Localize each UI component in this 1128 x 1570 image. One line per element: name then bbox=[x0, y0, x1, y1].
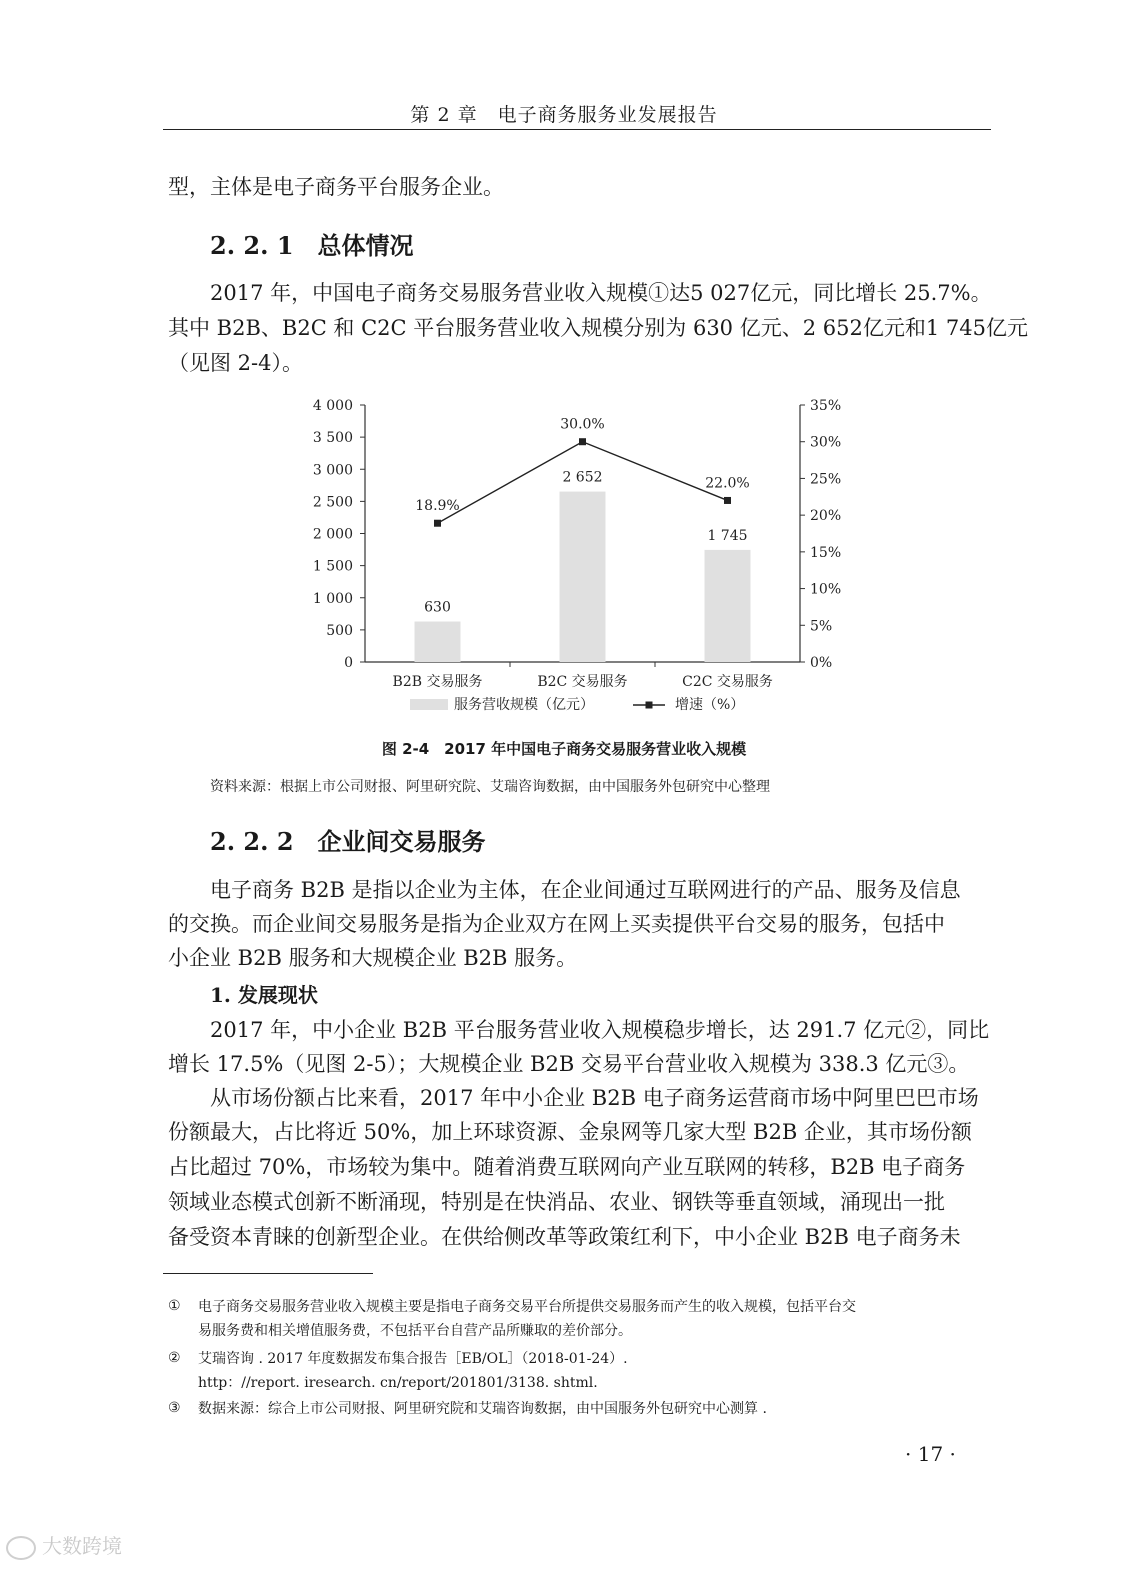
footnote-2-line-2: http：//report. iresearch. cn/report/201801/3138. shtml. bbox=[198, 1375, 598, 1391]
watermark bbox=[6, 1530, 122, 1560]
growth-point bbox=[724, 497, 731, 504]
left-tick-label: 1 500 bbox=[312, 558, 353, 575]
footnote-1-line-1: 电子商务交易服务营业收入规模主要是指电子商务交易平台所提供交易服务而产生的收入规模，包括平台交 bbox=[198, 1299, 856, 1315]
para-222-1-line-2: 的交换。而企业间交易服务是指为企业双方在网上买卖提供平台交易的服务，包括中 bbox=[168, 912, 945, 936]
footnote-rule bbox=[163, 1273, 373, 1274]
watermark-text: 大数跨境 bbox=[42, 1534, 122, 1558]
bar-value-label: 2 652 bbox=[562, 469, 603, 486]
legend-line-marker bbox=[646, 702, 653, 709]
right-tick-label: 30% bbox=[810, 434, 842, 451]
bar-1 bbox=[415, 622, 461, 662]
para-222-3-line-3: 占比超过 70%，市场较为集中。随着消费互联网向产业互联网的转移，B2B 电子商务 bbox=[168, 1155, 966, 1179]
growth-value-label: 30.0% bbox=[560, 416, 605, 433]
right-tick-label: 5% bbox=[810, 618, 833, 635]
bar-2 bbox=[560, 492, 606, 662]
left-tick-label: 1 000 bbox=[312, 590, 353, 607]
left-tick-label: 2 000 bbox=[312, 526, 353, 543]
right-tick-label: 25% bbox=[810, 471, 842, 488]
right-tick-label: 20% bbox=[810, 508, 842, 525]
left-tick-label: 0 bbox=[344, 655, 353, 671]
para-221-line-2: 其中 B2B、B2C 和 C2C 平台服务营业收入规模分别为 630 亿元、2 652亿元和1 745亿元 bbox=[168, 316, 1028, 340]
right-tick-label: 0% bbox=[810, 655, 833, 671]
bar-value-label: 1 745 bbox=[707, 527, 748, 544]
category-label: C2C 交易服务 bbox=[682, 674, 773, 690]
para-221-line-3: （见图 2-4）。 bbox=[168, 351, 303, 375]
para-222-3-line-4: 领域业态模式创新不断涌现，特别是在快消品、农业、钢铁等垂直领域，涌现出一批 bbox=[168, 1190, 945, 1214]
para-221-line-1: 2017 年，中国电子商务交易服务营业收入规模①达5 027亿元，同比增长 25.7%。 bbox=[210, 281, 992, 305]
bar-3 bbox=[705, 550, 751, 662]
footnote-1-line-2: 易服务费和相关增值服务费，不包括平台自营产品所赚取的差价部分。 bbox=[198, 1323, 632, 1339]
figure-source: 资料来源：根据上市公司财报、阿里研究院、艾瑞咨询数据，由中国服务外包研究中心整理 bbox=[210, 779, 770, 795]
growth-value-label: 22.0% bbox=[705, 475, 750, 492]
figure-caption: 图 2-4 2017 年中国电子商务交易服务营业收入规模 bbox=[381, 740, 747, 758]
running-header: 第 2 章 电子商务服务业发展报告 bbox=[410, 104, 718, 126]
left-tick-label: 500 bbox=[326, 622, 353, 639]
intro-line: 型，主体是电子商务平台服务企业。 bbox=[168, 175, 504, 199]
footnote-1-mark: ① bbox=[168, 1298, 181, 1314]
para-222-2-line-2: 增长 17.5%（见图 2-5）；大规模企业 B2B 交易平台营业收入规模为 338.3 亿元③。 bbox=[168, 1052, 970, 1076]
para-222-1-line-1: 电子商务 B2B 是指以企业为主体，在企业间通过互联网进行的产品、服务及信息 bbox=[210, 878, 961, 902]
growth-point bbox=[579, 438, 586, 445]
category-label: B2C 交易服务 bbox=[537, 674, 628, 690]
right-tick-label: 35% bbox=[810, 398, 842, 414]
left-tick-label: 2 500 bbox=[312, 494, 353, 511]
legend-bar-swatch bbox=[410, 699, 448, 710]
para-222-2-line-1: 2017 年，中小企业 B2B 平台服务营业收入规模稳步增长，达 291.7 亿元②，同比 bbox=[210, 1018, 990, 1042]
legend-line-label: 增速（%） bbox=[675, 697, 745, 713]
growth-point bbox=[434, 520, 441, 527]
left-tick-label: 3 000 bbox=[312, 462, 353, 479]
growth-value-label: 18.9% bbox=[415, 498, 460, 515]
bar-value-label: 630 bbox=[424, 599, 451, 616]
para-222-3-line-2: 份额最大，占比将近 50%，加上环球资源、金泉网等几家大型 B2B 企业，其市场份额 bbox=[168, 1120, 972, 1144]
left-tick-label: 3 500 bbox=[312, 430, 353, 447]
footnote-2-line-1: 艾瑞咨询 . 2017 年度数据发布集合报告［EB/OL］（2018-01-24）. bbox=[198, 1351, 628, 1367]
section-heading-222: 2. 2. 2 企业间交易服务 bbox=[210, 827, 486, 856]
revenue-chart bbox=[290, 392, 870, 732]
legend-bar-label: 服务营收规模（亿元） bbox=[454, 697, 594, 713]
para-222-3-line-5: 备受资本青睐的创新型企业。在供给侧改革等政策红利下，中小企业 B2B 电子商务未 bbox=[168, 1225, 961, 1249]
para-222-3-line-1: 从市场份额占比来看，2017 年中小企业 B2B 电子商务运营商市场中阿里巴巴市场 bbox=[210, 1086, 979, 1110]
category-label: B2B 交易服务 bbox=[392, 674, 483, 690]
footnote-2-mark: ② bbox=[168, 1350, 181, 1366]
footnote-3-mark: ③ bbox=[168, 1400, 181, 1416]
header-rule bbox=[163, 129, 991, 130]
section-heading-221: 2. 2. 1 总体情况 bbox=[210, 231, 414, 260]
para-222-1-line-3: 小企业 B2B 服务和大规模企业 B2B 服务。 bbox=[168, 946, 578, 970]
left-tick-label: 4 000 bbox=[312, 398, 353, 414]
watermark-logo-icon bbox=[6, 1536, 36, 1560]
right-tick-label: 15% bbox=[810, 544, 842, 561]
page-number: · 17 · bbox=[905, 1442, 956, 1466]
footnote-3-line-1: 数据来源：综合上市公司财报、阿里研究院和艾瑞咨询数据，由中国服务外包研究中心测算 . bbox=[198, 1401, 767, 1417]
right-tick-label: 10% bbox=[810, 581, 842, 598]
subheading-status: 1. 发展现状 bbox=[210, 983, 318, 1007]
